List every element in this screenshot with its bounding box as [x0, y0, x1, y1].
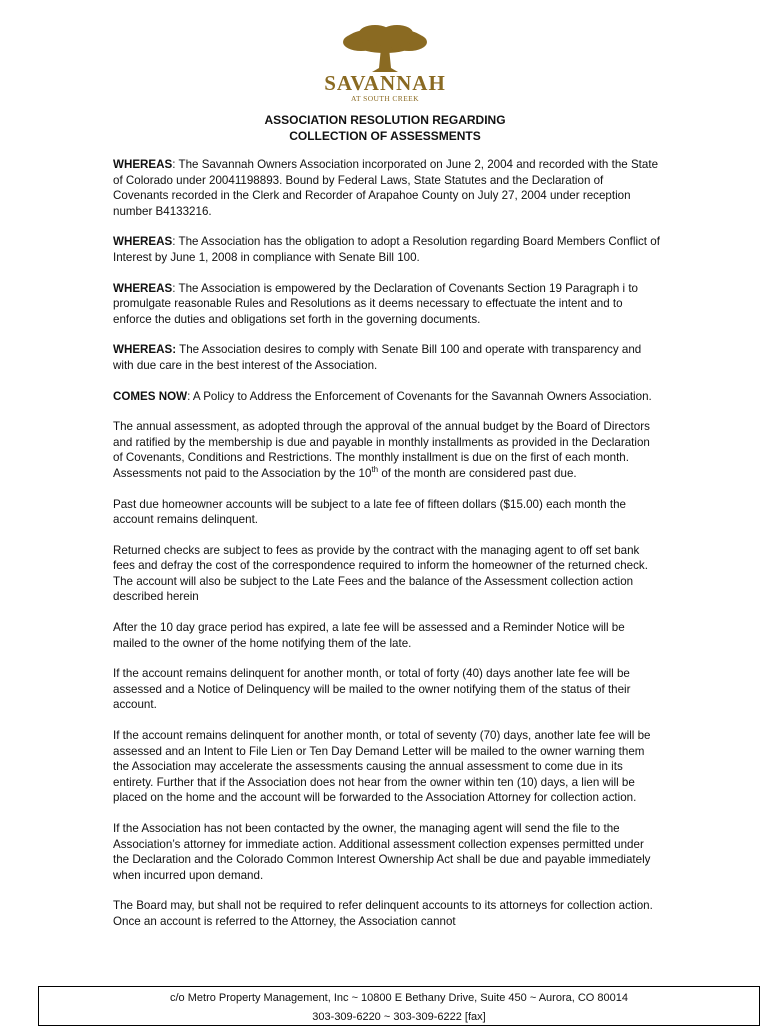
footer-phone: 303-309-6220 ~ 303-309-6222 [fax] — [312, 1011, 486, 1023]
page-footer — [38, 986, 760, 1026]
paragraph-lead: WHEREAS: — [113, 343, 177, 357]
comes-now-paragraph — [113, 389, 661, 405]
whereas-paragraph — [113, 342, 661, 373]
logo-name: SAVANNAH — [324, 71, 446, 95]
policy-paragraph: After the 10 day grace period has expired, a late fee will be assessed and a Reminder Notice will be mailed to the owner of the home notifying them of the late. — [113, 621, 625, 650]
footer-address: c/o Metro Property Management, Inc ~ 10800 E Bethany Drive, Suite 450 ~ Aurora, CO 80014 — [170, 992, 628, 1004]
policy-paragraph: Returned checks are subject to fees as provide by the contract with the managing agent to off set bank fees and defray the cost of the correspondence required to inform the homeowner of the returned check. The account will also be subject to the Late Fees and the balance of the Assessment collection action described herein — [113, 543, 648, 604]
paragraph-text: : A Policy to Address the Enforcement of Covenants for the Savannah Owners Association. — [187, 389, 652, 403]
logo-tagline: AT SOUTH CREEK — [351, 94, 419, 103]
policy-paragraph: The Board may, but shall not be required to refer delinquent accounts to its attorneys for collection action. Once an account is referred to the Attorney, the Association cannot — [113, 899, 653, 928]
paragraph-lead: COMES NOW — [113, 389, 188, 403]
ordinal-suffix: th — [371, 465, 379, 475]
policy-paragraph: Past due homeowner accounts will be subject to a late fee of fifteen dollars ($15.00) each month the account remains delinquent. — [113, 497, 627, 527]
whereas-paragraph — [113, 234, 661, 265]
title-line-1: ASSOCIATION RESOLUTION REGARDING — [264, 113, 506, 127]
annual-assessment-paragraph — [113, 419, 661, 481]
paragraph-text: The annual assessment, as adopted through the approval of the annual budget by the Board of Directors and ratified by the membership is due and payable in monthly installments as provided in the Declaration of Covenants, Conditions and Restrictions. The monthly installment is due on the first of each month. Assessments not paid to the Association by the 10 — [113, 420, 650, 480]
paragraph-lead: WHEREAS — [113, 281, 173, 295]
title-line-2: COLLECTION OF ASSESSMENTS — [289, 129, 481, 143]
page-title — [0, 112, 770, 144]
paragraph-text: : The Association is empowered by the Declaration of Covenants Section 19 Paragraph i to promulgate reasonable Rules and Resolutions as it deems necessary to effectuate the intent and to enforce the duties and obligations set forth in the governing documents. — [113, 281, 639, 326]
policy-paragraph: If the account remains delinquent for another month, or total of forty (40) days another late fee will be assessed and a Notice of Delinquency will be mailed to the owner notifying them of the status of their account. — [113, 667, 631, 712]
paragraph-lead: WHEREAS — [113, 158, 173, 171]
paragraph-lead: WHEREAS — [113, 235, 173, 249]
paragraph-text: of the month are considered past due. — [378, 466, 577, 480]
paragraph-text: : The Association has the obligation to adopt a Resolution regarding Board Members Conflict of Interest by June 1, 2008 in compliance with Senate Bill 100. — [113, 235, 660, 264]
paragraph-text: The Association desires to comply with Senate Bill 100 and operate with transparency and with due care in the best interest of the Association. — [113, 343, 642, 372]
savannah-logo — [0, 24, 770, 103]
document-body — [113, 157, 661, 945]
paragraph-text: : The Savannah Owners Association incorporated on June 2, 2004 and recorded with the State of Colorado under 20041198893. Bound by Federal Laws, State Statutes and the Declaration of Covenants recorded in the Clerk and Recorder of Arapahoe County on July 27, 2004 under reception number B4133216. — [113, 158, 659, 218]
policy-paragraph: If the Association has not been contacted by the owner, the managing agent will send the file to the Association’s attorney for immediate action. Additional assessment collection expenses permitted under the Declaration and the Colorado Common Interest Ownership Act shall be due and payable immediately when incurred upon demand. — [113, 822, 651, 882]
tree-icon — [335, 24, 435, 74]
whereas-paragraph — [113, 281, 661, 328]
whereas-paragraph — [113, 157, 661, 219]
policy-paragraph: If the account remains delinquent for another month, or total of seventy (70) days, another late fee will be assessed and an Intent to File Lien or Ten Day Demand Letter will be mailed to the owner warning them the Association may accelerate the assessments causing the annual assessment to come due in its entirety. Further that if the Association does not hear from the owner within ten (10) days, a lien will be placed on the home and the account will be forwarded to the Association Attorney for collection action. — [113, 729, 651, 805]
